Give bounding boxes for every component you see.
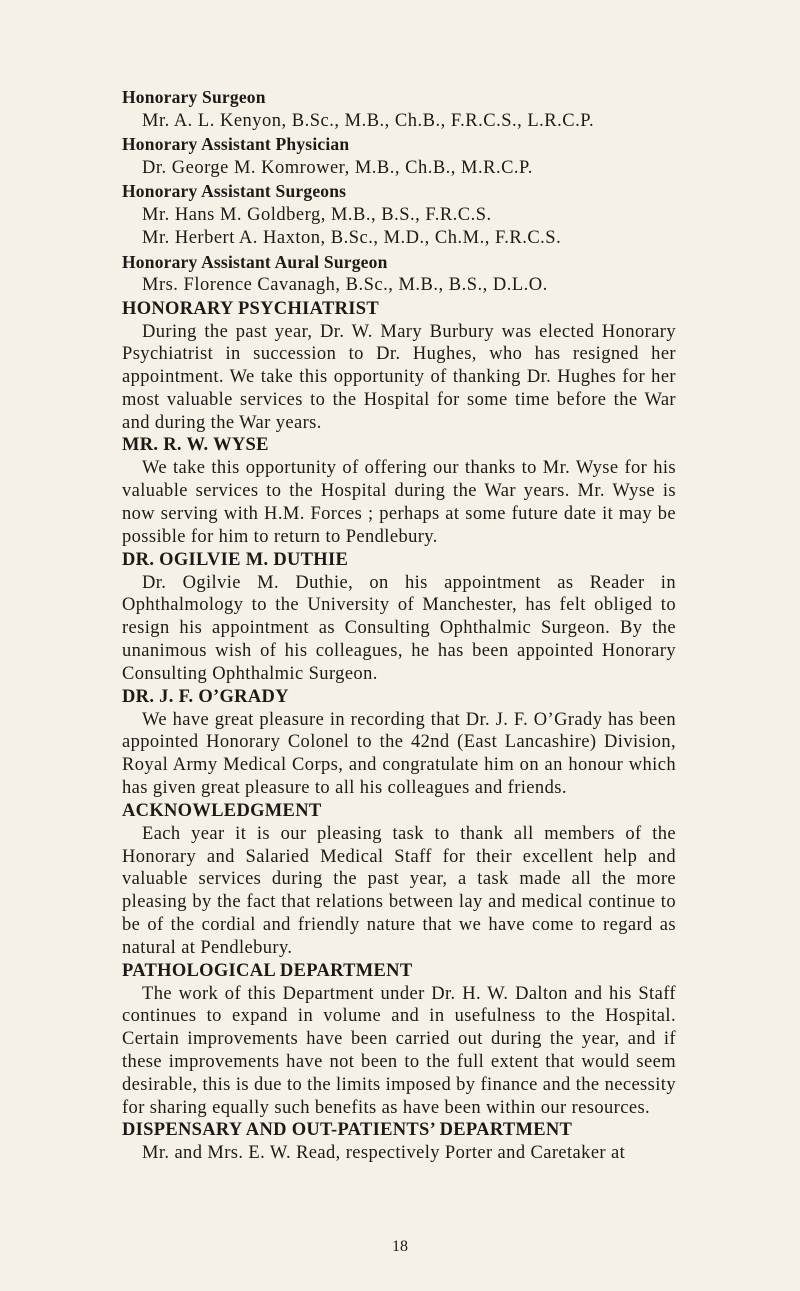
section-body: During the past year, Dr. W. Mary Burbury was elected Honorary Psychiatrist in succession to Dr. Hughes, who has resigned her appointment. We take this opportunity of thanking Dr. Hughes for her most valuable services to the Hospital for some time before the War and during the War years.: [122, 321, 676, 433]
page-number: 18: [392, 1238, 408, 1255]
section-body: Mr. and Mrs. E. W. Read, respectively Porter and Caretaker at: [142, 1143, 626, 1164]
staff-group: [122, 180, 676, 251]
section-body: We take this opportunity of offering our thanks to Mr. Wyse for his valuable services to the Hospital during the War years. Mr. Wyse is now serving with H.M. Forces ; perhaps at some future date it may be possible for him to return to Pendlebury.: [122, 458, 676, 547]
staff-person: Mrs. Florence Cavanagh, B.Sc., M.B., B.S., D.L.O.: [142, 275, 548, 295]
section-heading: DISPENSARY AND OUT-PATIENTS’ DEPARTMENT: [122, 1120, 573, 1141]
section-acknowledgment: [122, 800, 676, 960]
staff-role: Honorary Assistant Surgeons: [122, 181, 347, 201]
staff-person: Mr. A. L. Kenyon, B.Sc., M.B., Ch.B., F.R.C.S., L.R.C.P.: [142, 110, 595, 131]
staff-role: Honorary Surgeon: [122, 87, 266, 107]
section-heading: ACKNOWLEDGMENT: [122, 800, 322, 821]
section-pathological-department: [122, 960, 676, 1120]
section-body: The work of this Department under Dr. H. W. Dalton and his Staff continues to expand in volume and in usefulness to the Hospital. Certain improvements have been carried out during the year, and if these improvements have not been to the full extent that would seem desirable, this is due to the limits imposed by finance and the necessity for sharing equally such benefits as have been within our resources.: [122, 983, 676, 1118]
staff-role: Honorary Assistant Aural Surgeon: [122, 251, 388, 272]
staff-role: Honorary Assistant Physician: [122, 134, 350, 154]
staff-group: [122, 133, 676, 180]
section-heading: DR. J. F. O’GRADY: [122, 686, 289, 707]
section-dr-ogrady: [122, 686, 676, 800]
section-dr-duthie: [122, 549, 676, 686]
section-body: Each year it is our pleasing task to thank all members of the Honorary and Salaried Medical Staff for their excellent help and valuable services during the past year, a task made all the more pleasing by the fact that relations between lay and medical continue to be of the cordial and friendly nature that we have come to regard as natural at Pendlebury.: [122, 823, 676, 958]
staff-person: Mr. Herbert A. Haxton, B.Sc., M.D., Ch.M., F.R.C.S.: [142, 228, 562, 248]
section-heading: PATHOLOGICAL DEPARTMENT: [122, 960, 413, 981]
section-body: We have great pleasure in recording that Dr. J. F. O’Grady has been appointed Honorary Colonel to the 42nd (East Lancashire) Division, Royal Army Medical Corps, and congratulate him on an honour which has given great pleasure to all his colleagues and friends.: [122, 709, 676, 799]
staff-group: [122, 86, 676, 133]
section-heading: HONORARY PSYCHIATRIST: [122, 298, 379, 319]
staff-person: Dr. George M. Komrower, M.B., Ch.B., M.R.C.P.: [142, 157, 533, 178]
section-body: Dr. Ogilvie M. Duthie, on his appointment as Reader in Ophthalmology to the University of Manchester, has felt obliged to resign his appointment as Consulting Ophthalmic Surgeon. By the unanimous wish of his colleagues, he has been appointed Honorary Consulting Ophthalmic Surgeon.: [122, 572, 676, 684]
section-honorary-psychiatrist: [122, 298, 676, 435]
staff-person: Mr. Hans M. Goldberg, M.B., B.S., F.R.C.S.: [142, 204, 492, 225]
section-dispensary: [122, 1119, 676, 1165]
section-heading: MR. R. W. WYSE: [122, 435, 269, 456]
section-mr-wyse: [122, 434, 676, 548]
staff-group: [122, 251, 676, 298]
section-heading: DR. OGILVIE M. DUTHIE: [122, 549, 349, 570]
